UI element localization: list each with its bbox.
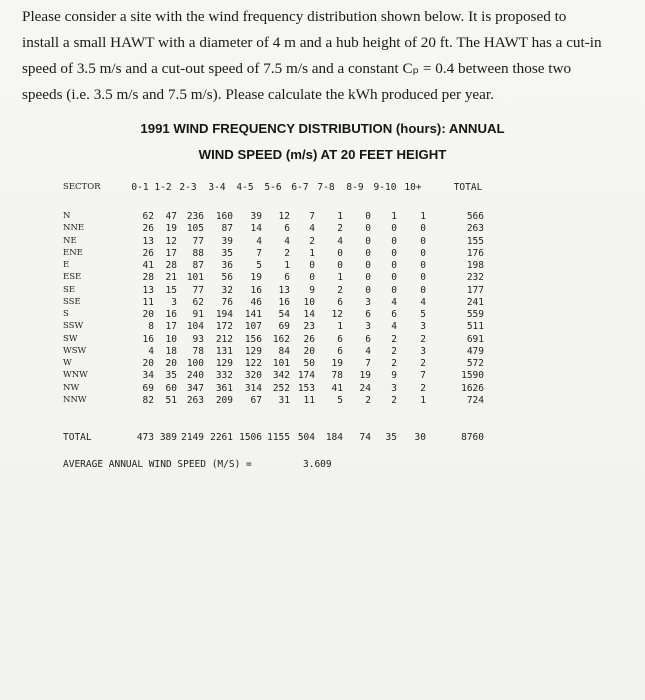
- table-cell: 3: [365, 321, 371, 333]
- table-cell: 1: [420, 394, 426, 406]
- table-cell: 162: [272, 333, 290, 345]
- table-cell: 19: [250, 272, 262, 284]
- table-cell: 0: [420, 235, 426, 247]
- column-header: 10+: [404, 182, 422, 193]
- table-cell: 104: [186, 321, 204, 333]
- table-cell: 2: [337, 284, 343, 296]
- table-cell: 47: [165, 211, 177, 222]
- table-cell: 559: [466, 309, 484, 320]
- table-cell: 0: [365, 272, 371, 284]
- table-cell: 2: [284, 247, 290, 259]
- sector-label: W: [63, 358, 72, 368]
- table-cell: 1: [391, 211, 397, 222]
- table-cell: 6: [365, 309, 371, 320]
- table-cell: 0: [391, 284, 397, 296]
- table-cell: 691: [466, 333, 484, 345]
- sector-label: NNW: [63, 394, 87, 405]
- sector-label: SSW: [63, 321, 84, 332]
- table-cell: 212: [215, 333, 233, 345]
- table-cell: 3: [365, 296, 371, 308]
- table-cell: 1: [337, 211, 343, 222]
- table-cell: 4: [148, 345, 154, 357]
- table-cell: 0: [365, 247, 371, 259]
- totals-label: TOTAL: [63, 432, 92, 443]
- table-cell: 13: [142, 284, 154, 296]
- table-cell: 100: [186, 358, 204, 369]
- total-cell: 2261: [210, 432, 233, 443]
- table-cell: 14: [250, 223, 262, 235]
- table-cell: 0: [365, 260, 371, 271]
- table-cell: 62: [192, 296, 204, 308]
- table-cell: 87: [221, 223, 233, 235]
- table-cell: 26: [303, 333, 315, 345]
- table-cell: 2: [337, 223, 343, 235]
- total-cell: 504: [297, 432, 315, 443]
- column-header: 6-7: [291, 182, 309, 193]
- table-cell: 34: [142, 370, 154, 382]
- table-cell: 13: [278, 284, 290, 296]
- table-cell: 56: [221, 272, 233, 284]
- table-cell: 78: [192, 345, 204, 357]
- table-cell: 566: [466, 211, 484, 222]
- table-cell: 35: [221, 247, 233, 259]
- table-cell: 39: [221, 235, 233, 247]
- table-cell: 84: [278, 345, 290, 357]
- table-cell: 160: [215, 211, 233, 222]
- table-cell: 4: [391, 321, 397, 333]
- table-cell: 77: [192, 284, 204, 296]
- table-cell: 21: [165, 272, 177, 284]
- table-cell: 6: [337, 296, 343, 308]
- table-cell: 1: [309, 247, 315, 259]
- table-cell: 4: [309, 223, 315, 235]
- table-cell: 13: [142, 235, 154, 247]
- table-cell: 177: [466, 284, 484, 296]
- table-cell: 36: [221, 260, 233, 271]
- table-cell: 0: [420, 260, 426, 271]
- table-cell: 240: [186, 370, 204, 382]
- total-cell: 74: [359, 432, 371, 443]
- column-header: 5-6: [264, 182, 282, 193]
- table-cell: 198: [466, 260, 484, 271]
- table-cell: 361: [215, 382, 233, 394]
- table-cell: 153: [297, 382, 315, 394]
- column-header: 3-4: [208, 182, 226, 193]
- table-cell: 263: [186, 394, 204, 406]
- column-header: 1-2: [154, 182, 172, 193]
- table-cell: 1626: [461, 382, 484, 394]
- total-cell: 184: [325, 432, 343, 443]
- table-cell: 129: [244, 345, 262, 357]
- table-cell: 24: [359, 382, 371, 394]
- table-cell: 39: [250, 211, 262, 222]
- table-cell: 572: [466, 358, 484, 369]
- table-cell: 2: [391, 394, 397, 406]
- table-cell: 479: [466, 345, 484, 357]
- table-cell: 236: [186, 211, 204, 222]
- table-cell: 91: [192, 309, 204, 320]
- table-cell: 19: [359, 370, 371, 382]
- sector-label: SW: [63, 333, 78, 344]
- table-cell: 5: [256, 260, 262, 271]
- column-header: 7-8: [317, 182, 335, 193]
- column-header: 0-1: [131, 182, 149, 193]
- column-header: SECTOR: [63, 182, 101, 192]
- table-cell: 176: [466, 247, 484, 259]
- table-cell: 69: [142, 382, 154, 394]
- table-cell: 0: [337, 260, 343, 271]
- table-cell: 3: [391, 382, 397, 394]
- table-cell: 10: [165, 333, 177, 345]
- table-cell: 76: [221, 296, 233, 308]
- column-header: 4-5: [236, 182, 254, 193]
- table-cell: 93: [192, 333, 204, 345]
- table-cell: 69: [278, 321, 290, 333]
- table-cell: 511: [466, 321, 484, 333]
- table-cell: 19: [331, 358, 343, 369]
- table-cell: 26: [142, 247, 154, 259]
- table-cell: 18: [165, 345, 177, 357]
- table-cell: 0: [365, 235, 371, 247]
- table-cell: 194: [215, 309, 233, 320]
- table-cell: 232: [466, 272, 484, 284]
- table-cell: 7: [420, 370, 426, 382]
- table-cell: 28: [165, 260, 177, 271]
- table-cell: 7: [256, 247, 262, 259]
- total-cell: 35: [385, 432, 397, 443]
- table-cell: 7: [365, 358, 371, 369]
- table-cell: 1: [337, 321, 343, 333]
- question-text: [22, 4, 622, 108]
- table-cell: 2: [365, 394, 371, 406]
- total-cell: 30: [414, 432, 426, 443]
- table-subtitle: WIND SPEED (m/s) AT 20 FEET HEIGHT: [198, 147, 447, 162]
- table-cell: 20: [142, 358, 154, 369]
- table-cell: 0: [309, 260, 315, 271]
- table-cell: 105: [186, 223, 204, 235]
- table-cell: 78: [331, 370, 343, 382]
- question-line: speed of 3.5 m/s and a cut-out speed of 7.5 m/s and a constant Cₚ = 0.4 between those two: [22, 60, 572, 77]
- table-cell: 141: [244, 309, 262, 320]
- table-cell: 0: [420, 247, 426, 259]
- table-cell: 0: [391, 223, 397, 235]
- sector-label: N: [63, 211, 71, 221]
- table-cell: 1590: [461, 370, 484, 382]
- table-cell: 724: [466, 394, 484, 406]
- table-cell: 5: [337, 394, 343, 406]
- table-cell: 54: [278, 309, 290, 320]
- table-cell: 0: [365, 223, 371, 235]
- table-cell: 62: [142, 211, 154, 222]
- table-cell: 3: [420, 321, 426, 333]
- table-cell: 17: [165, 247, 177, 259]
- total-cell: 389: [159, 432, 177, 443]
- table-cell: 41: [142, 260, 154, 271]
- table-cell: 2: [420, 333, 426, 345]
- sector-label: NW: [63, 382, 80, 393]
- table-cell: 101: [272, 358, 290, 369]
- table-cell: 0: [420, 284, 426, 296]
- table-cell: 17: [165, 321, 177, 333]
- table-cell: 4: [337, 235, 343, 247]
- table-cell: 4: [256, 235, 262, 247]
- table-cell: 14: [303, 309, 315, 320]
- table-cell: 6: [391, 309, 397, 320]
- table-cell: 3: [171, 296, 177, 308]
- sector-label: NE: [63, 235, 77, 246]
- table-cell: 172: [215, 321, 233, 333]
- table-cell: 6: [365, 333, 371, 345]
- table-cell: 2: [391, 333, 397, 345]
- table-cell: 51: [165, 394, 177, 406]
- table-cell: 3: [420, 345, 426, 357]
- table-cell: 35: [165, 370, 177, 382]
- table-cell: 155: [466, 235, 484, 247]
- table-cell: 12: [165, 235, 177, 247]
- table-cell: 1: [284, 260, 290, 271]
- table-cell: 11: [142, 296, 154, 308]
- table-cell: 16: [142, 333, 154, 345]
- table-cell: 4: [420, 296, 426, 308]
- table-cell: 129: [215, 358, 233, 369]
- table-cell: 26: [142, 223, 154, 235]
- table-cell: 174: [297, 370, 315, 382]
- table-cell: 252: [272, 382, 290, 394]
- table-cell: 46: [250, 296, 262, 308]
- table-cell: 32: [221, 284, 233, 296]
- table-cell: 1: [420, 211, 426, 222]
- total-cell: 1155: [267, 432, 290, 443]
- table-cell: 87: [192, 260, 204, 271]
- total-cell: 473: [136, 432, 154, 443]
- table-cell: 0: [391, 235, 397, 247]
- sector-label: NNE: [63, 223, 85, 234]
- table-cell: 263: [466, 223, 484, 235]
- table-cell: 107: [244, 321, 262, 333]
- table-cell: 16: [165, 309, 177, 320]
- table-cell: 332: [215, 370, 233, 382]
- table-cell: 11: [303, 394, 315, 406]
- table-cell: 6: [337, 333, 343, 345]
- column-header: 9-10: [373, 182, 397, 193]
- table-cell: 0: [365, 211, 371, 222]
- table-cell: 131: [215, 345, 233, 357]
- column-header: TOTAL: [453, 182, 483, 193]
- table-cell: 4: [365, 345, 371, 357]
- table-cell: 342: [272, 370, 290, 382]
- table-cell: 0: [420, 272, 426, 284]
- table-cell: 5: [420, 309, 426, 320]
- table-cell: 16: [250, 284, 262, 296]
- average-label: AVERAGE ANNUAL WIND SPEED (M/S) =: [63, 459, 252, 470]
- question-line: install a small HAWT with a diameter of 4 m and a hub height of 20 ft. The HAWT has a cut-in: [22, 34, 602, 51]
- question-line: Please consider a site with the wind frequency distribution shown below. It is proposed to: [22, 8, 567, 25]
- table-cell: 15: [165, 284, 177, 296]
- table-cell: 9: [391, 370, 397, 382]
- table-cell: 20: [165, 358, 177, 369]
- sector-label: ESE: [63, 272, 82, 283]
- table-cell: 320: [244, 370, 262, 382]
- table-cell: 1: [337, 272, 343, 284]
- table-cell: 0: [309, 272, 315, 284]
- table-cell: 0: [337, 247, 343, 259]
- total-cell: 8760: [461, 432, 484, 443]
- table-cell: 88: [192, 247, 204, 259]
- sector-label: SSE: [63, 296, 81, 307]
- table-cell: 122: [244, 358, 262, 369]
- table-cell: 209: [215, 394, 233, 406]
- table-cell: 6: [337, 345, 343, 357]
- table-cell: 10: [303, 296, 315, 308]
- table-cell: 8: [148, 321, 154, 333]
- table-cell: 0: [365, 284, 371, 296]
- table-cell: 156: [244, 333, 262, 345]
- table-cell: 67: [250, 394, 262, 406]
- average-value: 3.609: [303, 459, 332, 470]
- table-cell: 16: [278, 296, 290, 308]
- question-line: speeds (i.e. 3.5 m/s and 7.5 m/s). Please calculate the kWh produced per year.: [22, 86, 494, 103]
- table-cell: 241: [466, 296, 484, 308]
- table-cell: 314: [244, 382, 262, 394]
- table-title: 1991 WIND FREQUENCY DISTRIBUTION (hours): ANNUAL: [140, 121, 505, 136]
- table-cell: 0: [391, 247, 397, 259]
- table-cell: 7: [309, 211, 315, 222]
- table-cell: 50: [303, 358, 315, 369]
- table-cell: 28: [142, 272, 154, 284]
- sector-label: ENE: [63, 247, 83, 258]
- table-cell: 0: [420, 223, 426, 235]
- table-cell: 41: [331, 382, 343, 394]
- sector-label: WNW: [63, 370, 88, 381]
- table-cell: 60: [165, 382, 177, 394]
- table-cell: 347: [186, 382, 204, 394]
- column-header: 8-9: [346, 182, 364, 193]
- table-cell: 0: [391, 260, 397, 271]
- table-cell: 23: [303, 321, 315, 333]
- table-cell: 2: [391, 358, 397, 369]
- table-cell: 19: [165, 223, 177, 235]
- sector-label: E: [63, 260, 70, 270]
- table-cell: 2: [420, 382, 426, 394]
- table-cell: 12: [278, 211, 290, 222]
- table-cell: 2: [309, 235, 315, 247]
- sector-label: S: [63, 309, 69, 319]
- table-cell: 4: [391, 296, 397, 308]
- total-cell: 1506: [239, 432, 262, 443]
- column-header: 2-3: [179, 182, 197, 193]
- sector-label: WSW: [63, 345, 87, 356]
- table-cell: 6: [284, 272, 290, 284]
- table-cell: 2: [391, 345, 397, 357]
- table-cell: 82: [142, 394, 154, 406]
- table-cell: 101: [186, 272, 204, 284]
- table-cell: 4: [284, 235, 290, 247]
- table-cell: 2: [420, 358, 426, 369]
- sector-label: SE: [63, 284, 76, 295]
- total-cell: 2149: [181, 432, 204, 443]
- table-cell: 12: [331, 309, 343, 320]
- table-cell: 31: [278, 394, 290, 406]
- table-cell: 20: [142, 309, 154, 320]
- table-cell: 0: [391, 272, 397, 284]
- table-cell: 20: [303, 345, 315, 357]
- table-cell: 77: [192, 235, 204, 247]
- table-cell: 6: [284, 223, 290, 235]
- table-cell: 9: [309, 284, 315, 296]
